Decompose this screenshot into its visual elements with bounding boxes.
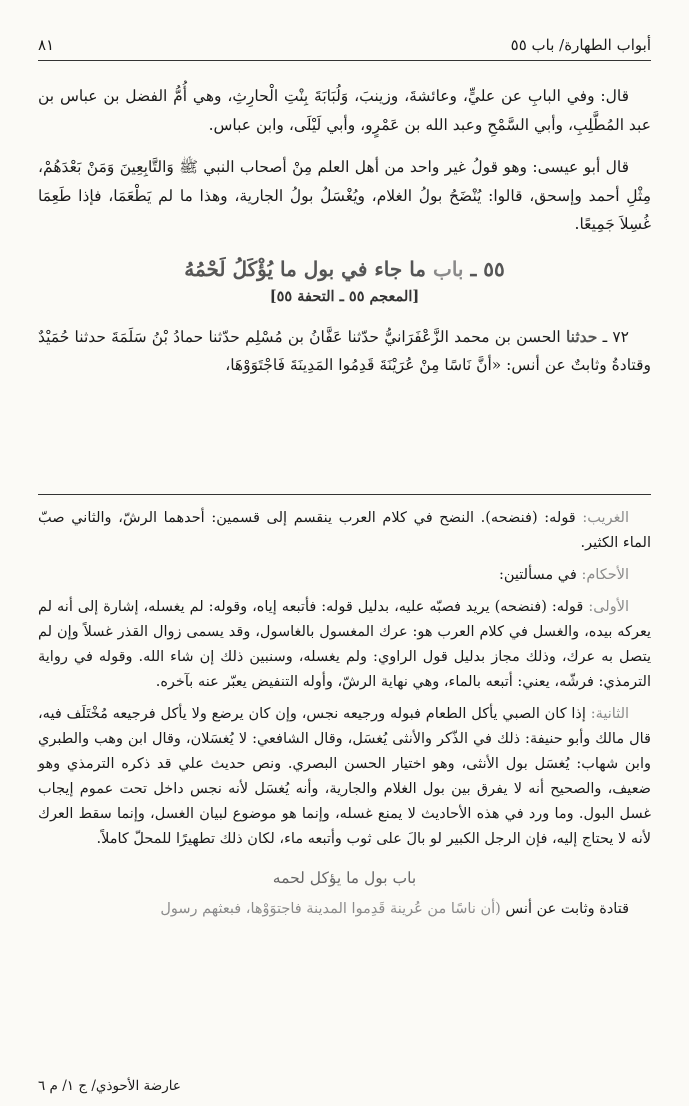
gharib-paragraph bbox=[38, 506, 651, 556]
chapter-reference: [المعجم ٥٥ ـ التحفة ٥٥] bbox=[269, 287, 420, 305]
running-header bbox=[38, 32, 651, 61]
last-quoted-text: (أن ناسًا من عُرينة قَدِموا المدينة فاجتوَوْها، فبعثهم رسول bbox=[160, 901, 501, 917]
ahkam-text: في مسألتين: bbox=[498, 567, 577, 583]
second-issue-text: إذا كان الصبي يأكل الطعام فبوله ورجيعه نجس، وإن كان يرضع ولا يأكل فرجيعه مُخْتَلَف فيه، قال مالك وأبو حنيفة: ذلك في الذّكر والأنثى يُغسَل، وقال الشافعي: لا يُغسَلان، وقال ابن وهب والطبري وابن شهاب: يُغسَل بول الأنثى، وهو اختيار الحسن البصري. ونص حديث علي قد ذكره الترمذي وهو ضعيف، والصحيح أنه لا يفرق بين بول الغلام والجارية، وأنه يُغسَل لأنه نجس داخل تحت عموم إيجاب غسل البول. وما ورد في هذه الأحاديث لا يمنع غسله، وإنما هو موضوع لبيان الغسل، وإنما سقط العرك لأنه لا يحتاج إليه، فإن الرجل الكبير لو بالَ على ثوب وأتبعه ماء، لكان ذلك تطهيرًا للمحلّ كاملاً. bbox=[38, 706, 651, 847]
gharib-text: قوله: (فنضحه). النضح في كلام العرب ينقسم إلى قسمين: أحدهما الرشّ، والثاني صبّ الماء الكثير. bbox=[38, 510, 651, 551]
hadith-keyword: حدثنا bbox=[565, 326, 598, 346]
main-text bbox=[38, 82, 651, 380]
hadith-number: ٧٢ ـ bbox=[602, 327, 629, 346]
footnote-divider bbox=[38, 494, 651, 495]
first-issue-paragraph bbox=[38, 595, 651, 695]
chapter-title: ما جاء في بول ما يُؤْكَلُ لَحْمُهُ bbox=[184, 256, 427, 281]
first-issue-text: قوله: (فنضحه) يريد فصبّه عليه، بدليل قوله: فأتبعه إياه، وقوله: لم يغسله، إشارة إلى أنه لم يعركه بيده، والغسل في كلام العرب هو: عرك المغسول بالغاسول، وقد يسمى زوال القذر غسلاً وإن لم يتصل به عرك، وذلك مجاز بدليل قول الراوي: ولم يغسله، وسنبين ذلك إن شاء الله. وقوله في رواية الترمذي: فرشّه، يعني: أتبعه بالماء، وهي نهاية الرشّ، وأوله التنفيض يعبّر عنه بآخره. bbox=[38, 599, 651, 690]
paragraph-chapter-references: قال: وفي البابِ عن عليٍّ، وعائشةَ، وزينبَ، وَلُبَابَةَ بِنْتِ الْحارِثِ، وهي أُمُّ الفضل بن عباس بن عبد المُطَّلِبِ، وأبي السَّمْحِ وعبد الله بن عَمْرٍو، وأبي لَيْلَى، وابن عباس. bbox=[38, 87, 651, 134]
chapter-heading bbox=[38, 253, 651, 285]
ahkam-paragraph bbox=[38, 563, 651, 588]
hadith-text: الحسن بن محمد الزَّعْفَرَانيُّ حدّثنا عَفَّانُ بن مُسْلِم حدّثنا حمادُ بْنُ سَلَمَةَ حدثنا حُمَيْدٌ وقتادةُ وثابتٌ عن أنس: «أنَّ نَاسًا مِنْ عُرَيْنَةَ قَدِمُوا المَدِينَةَ فَاجْتَوَوْهَا، bbox=[38, 327, 651, 374]
page-number: ٨١ bbox=[38, 36, 55, 54]
second-issue-label: الثانية: bbox=[590, 706, 630, 722]
paragraph-abu-isa: قال أبو عيسى: وهو قولُ غير واحد من أهل العلم مِنْ أصحاب النبي ﷺ وَالتَّابِعِينَ وَمَنْ بَعْدَهُمْ، مِثْلِ أحمد وإسحق، قالوا: يُنْضَحُ بولُ الغلام، ويُغْسَلُ بولُ الجارية، وهذا ما لم يَطْعَمَا، فإذا طَعِمَا غُسِلاَ جَمِيعًا. bbox=[38, 158, 652, 233]
commentary-subheading: باب بول ما يؤكل لحمه bbox=[272, 869, 417, 887]
last-commentary-paragraph bbox=[38, 897, 651, 922]
chapter-word: باب bbox=[432, 256, 464, 281]
running-title: أبواب الطهارة/ باب ٥٥ bbox=[510, 36, 651, 54]
gharib-label: الغريب: bbox=[582, 510, 630, 526]
second-issue-paragraph bbox=[38, 702, 651, 852]
hadith-paragraph bbox=[38, 323, 651, 380]
footer-reference: عارضة الأحوذي/ ج ١/ م ٦ bbox=[38, 1078, 181, 1094]
first-issue-label: الأولى: bbox=[588, 599, 630, 615]
last-plain-text: قتادة وثابت عن أنس bbox=[505, 901, 629, 917]
chapter-number: ٥٥ ـ bbox=[470, 256, 505, 281]
commentary-section bbox=[38, 506, 651, 922]
ahkam-label: الأحكام: bbox=[581, 567, 629, 583]
